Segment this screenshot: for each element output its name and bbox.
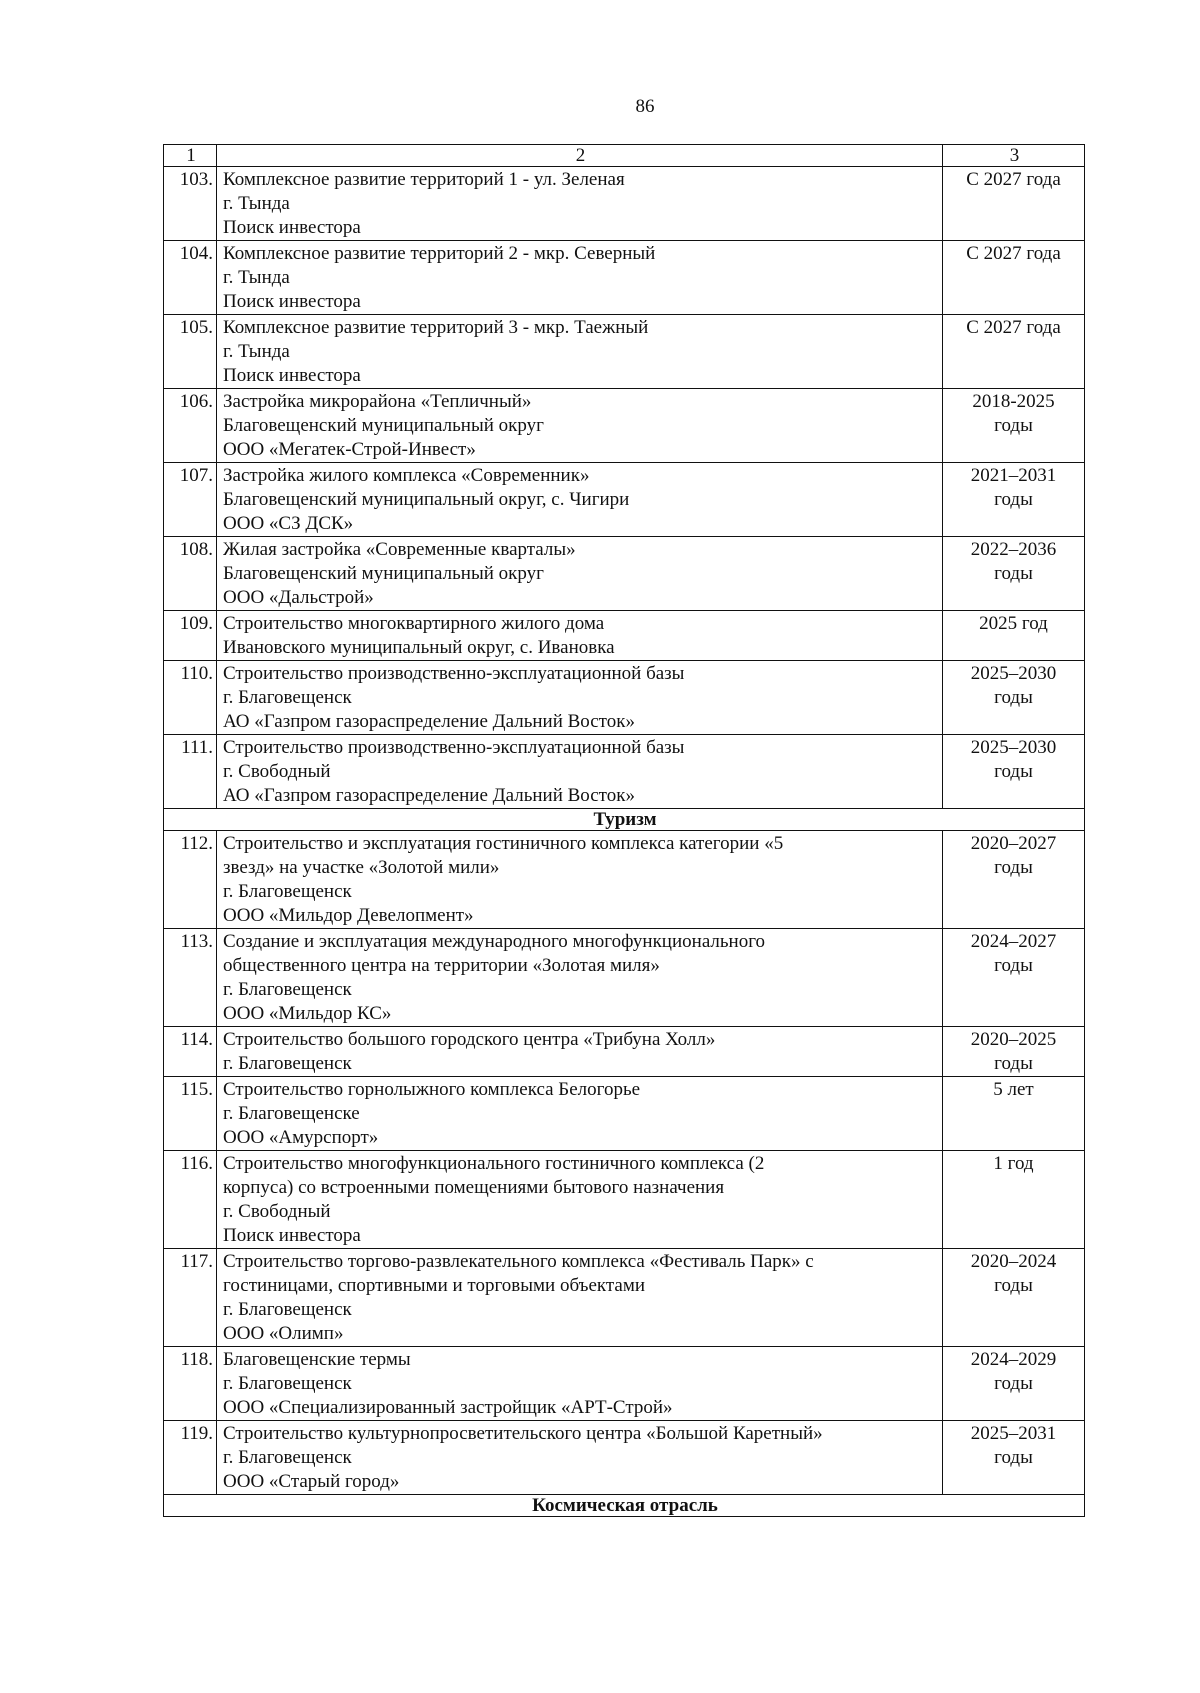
description-line: общественного центра на территории «Золотая миля»	[223, 955, 660, 976]
description-line: Жилая застройка «Современные кварталы»	[223, 539, 576, 560]
project-term	[943, 1077, 1085, 1151]
project-description	[217, 929, 943, 1027]
row-number: 118.	[164, 1347, 217, 1421]
term-line: С 2027 года	[966, 243, 1061, 264]
description-line: Благовещенский муниципальный округ, с. Чигири	[223, 489, 630, 510]
description-line: г. Благовещенск	[223, 1373, 352, 1394]
section-header-row	[164, 1495, 1085, 1517]
project-description	[217, 315, 943, 389]
description-line: ООО «Мильдор КС»	[223, 1003, 392, 1024]
section-header-row	[164, 809, 1085, 831]
row-number: 105.	[164, 315, 217, 389]
row-number: 119.	[164, 1421, 217, 1495]
project-term	[943, 167, 1085, 241]
description-line: АО «Газпром газораспределение Дальний Восток»	[223, 785, 635, 806]
project-description	[217, 389, 943, 463]
projects-table-body	[164, 145, 1085, 1517]
project-description	[217, 611, 943, 661]
row-number: 109.	[164, 611, 217, 661]
description-line: г. Благовещенске	[223, 1103, 360, 1124]
row-number: 116.	[164, 1151, 217, 1249]
term-line: 2020–2027	[970, 833, 1057, 854]
row-number: 107.	[164, 463, 217, 537]
project-term	[943, 1249, 1085, 1347]
description-line: звезд» на участке «Золотой мили»	[223, 857, 500, 878]
page-number: 86	[635, 96, 655, 117]
column-header-2: 2	[217, 145, 943, 167]
term-line: 2018-2025	[972, 391, 1055, 412]
description-line: Строительство большого городского центра «Трибуна Холл»	[223, 1029, 716, 1050]
description-line: г. Благовещенск	[223, 687, 352, 708]
description-line: гостиницами, спортивными и торговыми объектами	[223, 1275, 646, 1296]
description-line: Строительство торгово-развлекательного комплекса «Фестиваль Парк» с	[223, 1251, 814, 1272]
project-term	[943, 1027, 1085, 1077]
project-term	[943, 1421, 1085, 1495]
term-line: С 2027 года	[966, 169, 1061, 190]
table-row	[164, 1347, 1085, 1421]
description-line: Поиск инвестора	[223, 217, 361, 238]
project-description	[217, 537, 943, 611]
description-line: ООО «Специализированный застройщик «АРТ-Строй»	[223, 1397, 673, 1418]
term-line: С 2027 года	[966, 317, 1061, 338]
description-line: г. Тында	[223, 267, 290, 288]
term-line: годы	[994, 857, 1033, 878]
description-line: ООО «Мегатек-Строй-Инвест»	[223, 439, 476, 460]
table-row	[164, 1249, 1085, 1347]
description-line: ООО «Старый город»	[223, 1471, 400, 1492]
row-number: 110.	[164, 661, 217, 735]
project-term	[943, 315, 1085, 389]
row-number: 112.	[164, 831, 217, 929]
term-line: годы	[994, 1447, 1033, 1468]
description-line: ООО «Дальстрой»	[223, 587, 374, 608]
project-term	[943, 735, 1085, 809]
term-line: 2025 год	[979, 613, 1048, 634]
table-row	[164, 735, 1085, 809]
project-description	[217, 735, 943, 809]
description-line: Строительство многоквартирного жилого дома	[223, 613, 605, 634]
description-line: г. Тында	[223, 193, 290, 214]
term-line: годы	[994, 1373, 1033, 1394]
description-line: корпуса) со встроенными помещениями бытового назначения	[223, 1177, 725, 1198]
project-term	[943, 1151, 1085, 1249]
description-line: Комплексное развитие территорий 1 - ул. Зеленая	[223, 169, 625, 190]
table-row	[164, 1077, 1085, 1151]
description-line: г. Благовещенск	[223, 1299, 352, 1320]
table-row	[164, 463, 1085, 537]
table-header-row	[164, 145, 1085, 167]
project-description	[217, 1347, 943, 1421]
description-line: Строительство горнолыжного комплекса Белогорье	[223, 1079, 641, 1100]
project-term	[943, 389, 1085, 463]
table-row	[164, 537, 1085, 611]
description-line: Строительство производственно-эксплуатационной базы	[223, 663, 685, 684]
description-line: АО «Газпром газораспределение Дальний Восток»	[223, 711, 635, 732]
term-line: годы	[994, 563, 1033, 584]
description-line: Строительство многофункционального гостиничного комплекса (2	[223, 1153, 765, 1174]
term-line: 2020–2025	[970, 1029, 1057, 1050]
table-row	[164, 1027, 1085, 1077]
project-term	[943, 831, 1085, 929]
row-number: 104.	[164, 241, 217, 315]
term-line: 2025–2030	[970, 737, 1057, 758]
table-row	[164, 831, 1085, 929]
project-description	[217, 831, 943, 929]
description-line: Создание и эксплуатация международного многофункционального	[223, 931, 766, 952]
table-row	[164, 167, 1085, 241]
description-line: Строительство производственно-эксплуатационной базы	[223, 737, 685, 758]
project-description	[217, 1421, 943, 1495]
row-number: 106.	[164, 389, 217, 463]
project-term	[943, 661, 1085, 735]
description-line: Поиск инвестора	[223, 291, 361, 312]
description-line: Поиск инвестора	[223, 365, 361, 386]
term-line: 1 год	[993, 1153, 1034, 1174]
table-row	[164, 389, 1085, 463]
description-line: ООО «Мильдор Девелопмент»	[223, 905, 474, 926]
term-line: 5 лет	[993, 1079, 1034, 1100]
table-row	[164, 611, 1085, 661]
description-line: ООО «Амурспорт»	[223, 1127, 379, 1148]
description-line: ООО «Олимп»	[223, 1323, 344, 1344]
project-description	[217, 1027, 943, 1077]
description-line: Застройка жилого комплекса «Современник»	[223, 465, 590, 486]
description-line: Комплексное развитие территорий 2 - мкр. Северный	[223, 243, 656, 264]
term-line: годы	[994, 1053, 1033, 1074]
description-line: г. Свободный	[223, 761, 331, 782]
description-line: Строительство и эксплуатация гостиничного комплекса категории «5	[223, 833, 784, 854]
description-line: Благовещенский муниципальный округ	[223, 415, 544, 436]
term-line: 2025–2031	[970, 1423, 1057, 1444]
row-number: 111.	[164, 735, 217, 809]
project-term	[943, 537, 1085, 611]
project-term	[943, 463, 1085, 537]
description-line: г. Благовещенск	[223, 1053, 352, 1074]
section-title: Космическая отрасль	[164, 1495, 1085, 1517]
term-line: 2024–2029	[970, 1349, 1057, 1370]
term-line: годы	[994, 415, 1033, 436]
row-number: 113.	[164, 929, 217, 1027]
column-header-1: 1	[164, 145, 217, 167]
description-line: Ивановского муниципальный округ, с. Ивановка	[223, 637, 615, 658]
project-term	[943, 241, 1085, 315]
description-line: г. Благовещенск	[223, 881, 352, 902]
row-number: 114.	[164, 1027, 217, 1077]
description-line: г. Свободный	[223, 1201, 331, 1222]
term-line: годы	[994, 955, 1033, 976]
table-row	[164, 1421, 1085, 1495]
projects-table	[163, 144, 1085, 1517]
description-line: Поиск инвестора	[223, 1225, 361, 1246]
row-number: 117.	[164, 1249, 217, 1347]
column-header-3: 3	[943, 145, 1085, 167]
table-row	[164, 661, 1085, 735]
term-line: 2020–2024	[970, 1251, 1057, 1272]
description-line: г. Тында	[223, 341, 290, 362]
term-line: 2022–2036	[970, 539, 1057, 560]
row-number: 115.	[164, 1077, 217, 1151]
project-term	[943, 611, 1085, 661]
term-line: годы	[994, 761, 1033, 782]
table-row	[164, 315, 1085, 389]
row-number: 108.	[164, 537, 217, 611]
description-line: Благовещенский муниципальный округ	[223, 563, 544, 584]
project-description	[217, 167, 943, 241]
table-row	[164, 1151, 1085, 1249]
table-row	[164, 929, 1085, 1027]
project-description	[217, 1249, 943, 1347]
term-line: 2021–2031	[970, 465, 1057, 486]
description-line: Строительство культурнопросветительского центра «Большой Каретный»	[223, 1423, 823, 1444]
row-number: 103.	[164, 167, 217, 241]
project-description	[217, 241, 943, 315]
description-line: ООО «СЗ ДСК»	[223, 513, 354, 534]
section-title: Туризм	[164, 809, 1085, 831]
description-line: Благовещенские термы	[223, 1349, 411, 1370]
term-line: 2025–2030	[970, 663, 1057, 684]
description-line: Застройка микрорайона «Тепличный»	[223, 391, 532, 412]
description-line: Комплексное развитие территорий 3 - мкр. Таежный	[223, 317, 649, 338]
project-description	[217, 661, 943, 735]
term-line: годы	[994, 1275, 1033, 1296]
description-line: г. Благовещенск	[223, 1447, 352, 1468]
project-term	[943, 1347, 1085, 1421]
project-term	[943, 929, 1085, 1027]
project-description	[217, 1151, 943, 1249]
term-line: годы	[994, 489, 1033, 510]
term-line: годы	[994, 687, 1033, 708]
table-row	[164, 241, 1085, 315]
project-description	[217, 463, 943, 537]
description-line: г. Благовещенск	[223, 979, 352, 1000]
term-line: 2024–2027	[970, 931, 1057, 952]
project-description	[217, 1077, 943, 1151]
